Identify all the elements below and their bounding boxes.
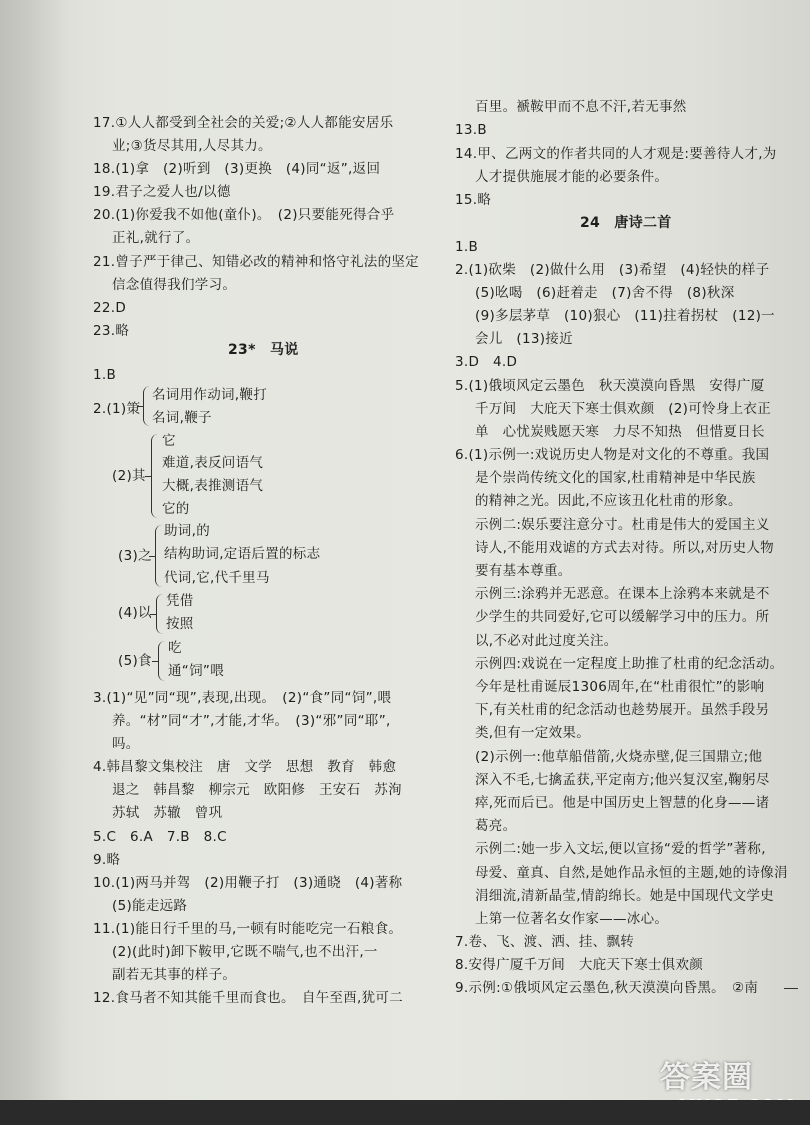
brace (151, 434, 158, 518)
r-line: (9)多层茅草 (10)狠心 (11)拄着拐杖 (12)一 (475, 308, 775, 324)
section-title-tangshi: 24 唐诗二首 (580, 215, 672, 231)
r-line: 瘁,死而后已。他是中国历史上智慧的化身——诸 (475, 795, 770, 811)
gloss-item: 名词用作动词,鞭打 (152, 387, 267, 403)
r-line: 上第一位著名女作家——冰心。 (475, 911, 669, 927)
q2-label-zhi: (3)之 (118, 548, 152, 564)
r-line: 少学生的共同爱好,它可以缓解学习中的压力。所 (475, 609, 770, 625)
gloss-item: 难道,表反问语气 (162, 455, 264, 471)
r-line: 以,不必对此过度关注。 (475, 633, 618, 649)
gloss-item: 按照 (166, 616, 194, 632)
section-title-mashuo: 23* 马说 (228, 342, 299, 358)
r-line: 诗人,不能用戏谑的方式去对待。所以,对历史人物 (475, 540, 774, 556)
r-line: 葛亮。 (475, 818, 517, 834)
r-line: 示例三:涂鸦并无恶意。在课本上涂鸦本来就是不 (475, 586, 770, 602)
gloss-item: 吃 (168, 640, 182, 656)
answer-19: 19.君子之爱人也/以德 (93, 184, 231, 200)
gloss-item: 它的 (162, 501, 190, 517)
gloss-item: 它 (162, 433, 176, 449)
r-line: 涓细流,清新晶莹,情韵绵长。她是中国现代文学史 (475, 888, 774, 904)
q3-line3: 吗。 (112, 736, 140, 752)
answer-21-line2: 信念值得我们学习。 (112, 277, 237, 293)
r-line: 深入不毛,七擒孟获,平定南方;他兴复汉室,鞠躬尽 (475, 772, 770, 788)
answer-20-line2: 正礼,就行了。 (112, 230, 200, 246)
answer-18: 18.(1)拿 (2)听到 (3)更换 (4)同“返”,返回 (93, 161, 381, 177)
q4-line1: 4.韩昌黎文集校注 唐 文学 思想 教育 韩愈 (93, 759, 397, 775)
margin-tick (784, 988, 798, 989)
answer-20-line1: 20.(1)你爱我不如他(童仆)。 (2)只要能死得合乎 (93, 207, 395, 223)
binding-shadow (0, 0, 70, 1125)
q5-8: 5.C 6.A 7.B 8.C (93, 829, 227, 845)
gloss-item: 代词,它,代千里马 (164, 570, 270, 586)
r-line: 要有基本尊重。 (475, 563, 572, 579)
q10-line2: (5)能走远路 (112, 898, 188, 914)
brace (158, 641, 165, 681)
r-line: 示例二:娱乐要注意分寸。杜甫是伟大的爱国主义 (475, 517, 770, 533)
r-line: 6.(1)示例一:戏说历史人物是对文化的不尊重。我国 (455, 447, 770, 463)
q2-label-yi: (4)以 (118, 605, 152, 621)
r-line: (2)示例一:他草船借箭,火烧赤壁,促三国鼎立;他 (475, 749, 763, 765)
q9: 9.略 (93, 852, 121, 868)
q2-label-qi: (2)其 (112, 468, 146, 484)
q11-line3: 副若无其事的样子。 (112, 967, 237, 983)
watermark-logo: 答案圈 (660, 1060, 753, 1095)
q2-label-shi: (5)食 (118, 653, 152, 669)
r-line: 13.B (455, 122, 487, 138)
watermark (660, 1052, 810, 1102)
answer-17-line1: 17.①人人都受到全社会的关爱;②人人都能安居乐 (93, 115, 394, 131)
gloss-item: 凭借 (166, 593, 194, 609)
q4-line3: 苏轼 苏辙 曾巩 (112, 805, 223, 821)
r-line: 人才提供施展才能的必要条件。 (475, 169, 669, 185)
q3-line2: 养。“材”同“才”,才能,才华。 (3)“邪”同“耶”, (112, 713, 391, 729)
r-line: 8.安得广厦千万间 大庇天下寒士俱欢颜 (455, 957, 704, 973)
r-line: 1.B (455, 239, 479, 255)
r-line: 母爱、童真、自然,是她作品永恒的主题,她的诗像涓 (475, 865, 788, 881)
gloss-item: 结构助词,定语后置的标志 (164, 546, 321, 562)
q10-line1: 10.(1)两马并驾 (2)用鞭子打 (3)通晓 (4)著称 (93, 875, 403, 891)
r-line: 的精神之光。因此,不应该丑化杜甫的形象。 (475, 493, 742, 509)
gloss-item: 助词,的 (164, 523, 210, 539)
gloss-item: 名词,鞭子 (152, 410, 212, 426)
q12-line1: 12.食马者不知其能千里而食也。 自午至酉,犹可二 (93, 990, 404, 1006)
gloss-item: 通“饲”喂 (168, 663, 224, 679)
r-line: 百里。褫鞍甲而不息不汗,若无事然 (475, 99, 687, 115)
brace (143, 386, 150, 426)
r-line: 9.示例:①俄顷风定云墨色,秋天漠漠向昏黑。 ②南 (455, 980, 759, 996)
q1-answer: 1.B (93, 367, 117, 383)
brace (156, 594, 163, 634)
q2-label-ce: 2.(1)策 (93, 401, 141, 417)
answer-21-line1: 21.曾子严于律己、知错必改的精神和恪守礼法的坚定 (93, 254, 419, 270)
r-line: 14.甲、乙两文的作者共同的人才观是:要善待人才,为 (455, 146, 777, 162)
answer-23: 23.略 (93, 323, 130, 339)
r-line: 会儿 (13)接近 (475, 331, 573, 347)
r-line: 示例二:她一步入文坛,便以宣扬“爱的哲学”著称, (475, 841, 766, 857)
r-line: 下,有关杜甫的纪念活动也趁势展开。虽然手段另 (475, 702, 770, 718)
r-line: 示例四:戏说在一定程度上助推了杜甫的纪念活动。 (475, 656, 784, 672)
r-line: 5.(1)俄顷风定云墨色 秋天漠漠向昏黑 安得广厦 (455, 378, 765, 394)
r-line: 7.卷、飞、渡、洒、挂、飘转 (455, 934, 635, 950)
r-line: 单 心忧炭贱愿天寒 力尽不知热 但惜夏日长 (475, 424, 765, 440)
r-line: 3.D 4.D (455, 354, 518, 370)
scan-bottom-edge (0, 1100, 810, 1125)
q3-line1: 3.(1)“见”同“现”,表现,出现。 (2)“食”同“饲”,喂 (93, 690, 392, 706)
q4-line2: 退之 韩昌黎 柳宗元 欧阳修 王安石 苏洵 (112, 782, 402, 798)
answer-17-line2: 业;③货尽其用,人尽其力。 (112, 138, 272, 154)
gloss-item: 大概,表推测语气 (162, 478, 264, 494)
r-line: 是个崇尚传统文化的国家,杜甫精神是中华民族 (475, 470, 756, 486)
q11-line1: 11.(1)能日行千里的马,一顿有时能吃完一石粮食。 (93, 921, 403, 937)
r-line: 2.(1)砍柴 (2)做什么用 (3)希望 (4)轻快的样子 (455, 262, 770, 278)
r-line: 今年是杜甫诞辰1306周年,在“杜甫很忙”的影响 (475, 679, 765, 695)
r-line: 千万间 大庇天下寒士俱欢颜 (2)可怜身上衣正 (475, 401, 772, 417)
r-line: 15.略 (455, 192, 492, 208)
r-line: 类,但有一定效果。 (475, 725, 590, 741)
brace (155, 525, 162, 587)
answer-22: 22.D (93, 300, 127, 316)
q11-line2: (2)(此时)卸下鞍甲,它既不喘气,也不出汗,一 (112, 944, 378, 960)
r-line: (5)吆喝 (6)赶着走 (7)舍不得 (8)秋深 (475, 285, 735, 301)
